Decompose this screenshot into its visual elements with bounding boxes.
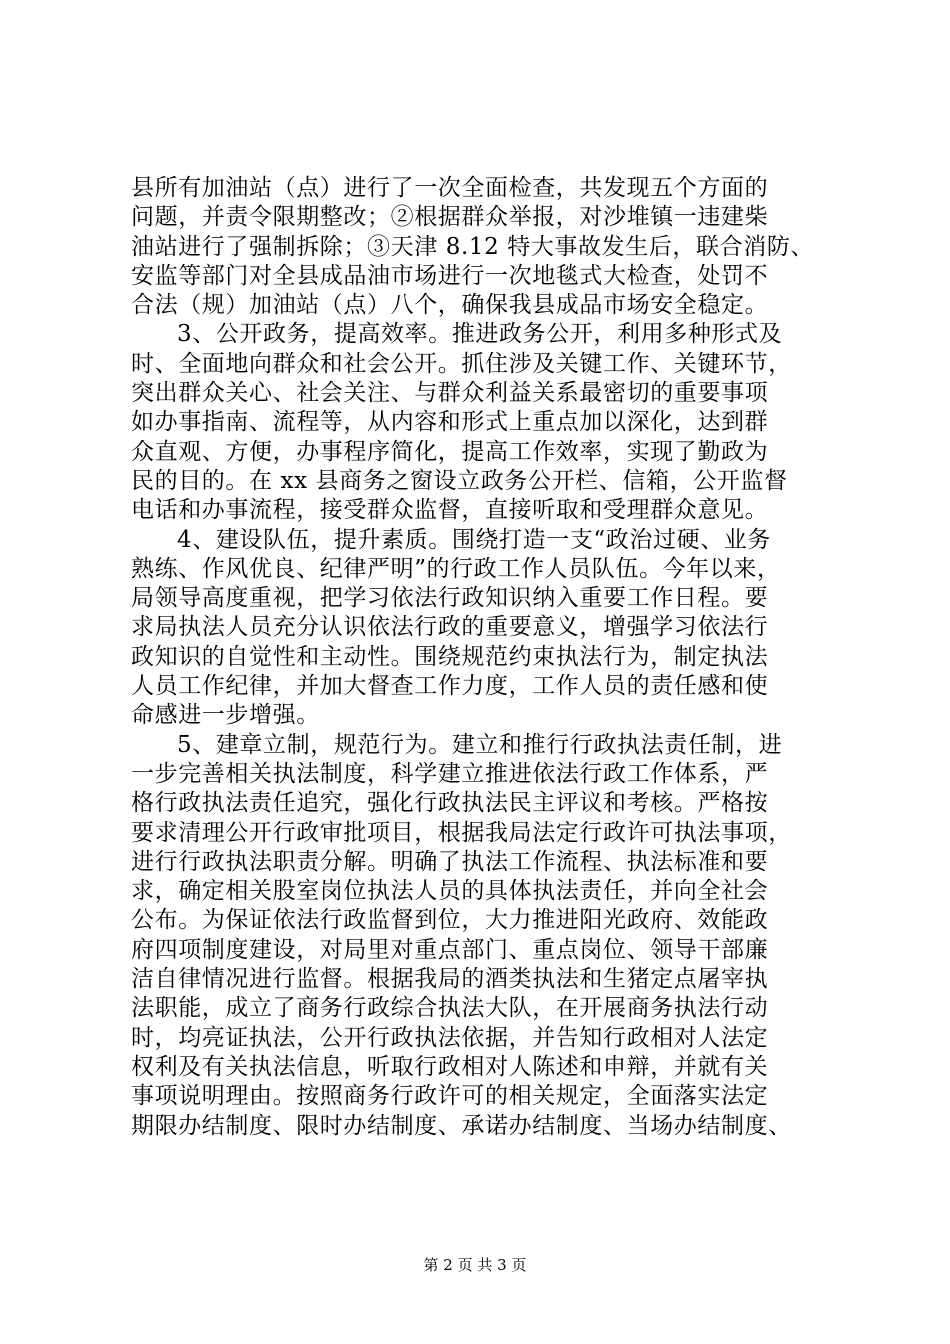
text-line: 求局执法人员充分认识依法行政的重要意义，增强学习依法行	[131, 614, 769, 641]
text-line: 洁自律情况进行监督。根据我局的酒类执法和生猪定点屠宰执	[131, 966, 769, 993]
document-body	[131, 174, 831, 1141]
text-line: 安监等部门对全县成品油市场进行一次地毯式大检查，处罚不	[131, 262, 769, 289]
text-line: 公布。为保证依法行政监督到位，大力推进阳光政府、效能政	[131, 907, 769, 934]
text-line: 事项说明理由。按照商务行政许可的相关规定，全面落实法定	[131, 1083, 769, 1110]
text-line: 县所有加油站（点）进行了一次全面检查，共发现五个方面的	[131, 175, 769, 201]
text-line: 人员工作纪律，并加大督查工作力度，工作人员的责任感和使	[131, 673, 769, 700]
paragraph-start-line: 4、建设队伍，提升素质。围绕打造一支“政治过硬、业务	[177, 526, 771, 553]
page-number-footer: 第 2 页 共 3 页	[423, 1256, 527, 1274]
text-line: 格行政执法责任追究，强化行政执法民主评议和考核。严格按	[131, 790, 769, 817]
text-line: 命感进一步增强。	[131, 702, 320, 729]
text-line: 时，均亮证执法，公开行政执法依据，并告知行政相对人法定	[131, 1024, 769, 1051]
text-line: 府四项制度建设，对局里对重点部门、重点岗位、领导干部廉	[131, 936, 769, 963]
text-line: 期限办结制度、限时办结制度、承诺办结制度、当场办结制度、	[131, 1112, 792, 1139]
text-line: 进行行政执法职责分解。明确了执法工作流程、执法标准和要	[131, 848, 769, 875]
text-line: 局领导高度重视，把学习依法行政知识纳入重要工作日程。要	[131, 585, 769, 612]
text-line: 如办事指南、流程等，从内容和形式上重点加以深化，达到群	[131, 409, 769, 436]
text-line: 众直观、方便，办事程序简化，提高工作效率，实现了勤政为	[131, 438, 769, 465]
text-line: 问题，并责令限期整改；②根据群众举报，对沙堆镇一违建柴	[131, 204, 769, 231]
text-line: 权利及有关执法信息，听取行政相对人陈述和申辩，并就有关	[131, 1053, 769, 1080]
paragraph-start-line: 3、公开政务，提高效率。推进政务公开，利用多种形式及	[177, 321, 783, 348]
text-line: 民的目的。在 xx 县商务之窗设立政务公开栏、信箱，公开监督	[131, 467, 788, 494]
text-line: 法职能，成立了商务行政综合执法大队，在开展商务执法行动	[131, 995, 769, 1022]
text-line: 一步完善相关执法制度，科学建立推进依法行政工作体系，严	[131, 760, 769, 787]
text-line: 合法（规）加油站（点）八个，确保我县成品市场安全稳定。	[131, 292, 769, 319]
text-line: 熟练、作风优良、纪律严明”的行政工作人员队伍。今年以来，	[131, 555, 781, 582]
text-line: 电话和办事流程，接受群众监督，直接听取和受理群众意见。	[131, 497, 769, 524]
text-line: 油站进行了强制拆除；③天津 8.12 特大事故发生后，联合消防、	[131, 233, 815, 260]
text-line: 时、全面地向群众和社会公开。抓住涉及关键工作、关键环节，	[131, 350, 792, 377]
text-line: 政知识的自觉性和主动性。围绕规范约束执法行为，制定执法	[131, 643, 769, 670]
text-line: 要求清理公开行政审批项目，根据我局法定行政许可执法事项，	[131, 819, 792, 846]
text-line: 突出群众关心、社会关注、与群众利益关系最密切的重要事项	[131, 380, 769, 407]
paragraph-start-line: 5、建章立制，规范行为。建立和推行行政执法责任制，进	[177, 731, 783, 758]
text-line: 求，确定相关股室岗位执法人员的具体执法责任，并向全社会	[131, 878, 769, 905]
